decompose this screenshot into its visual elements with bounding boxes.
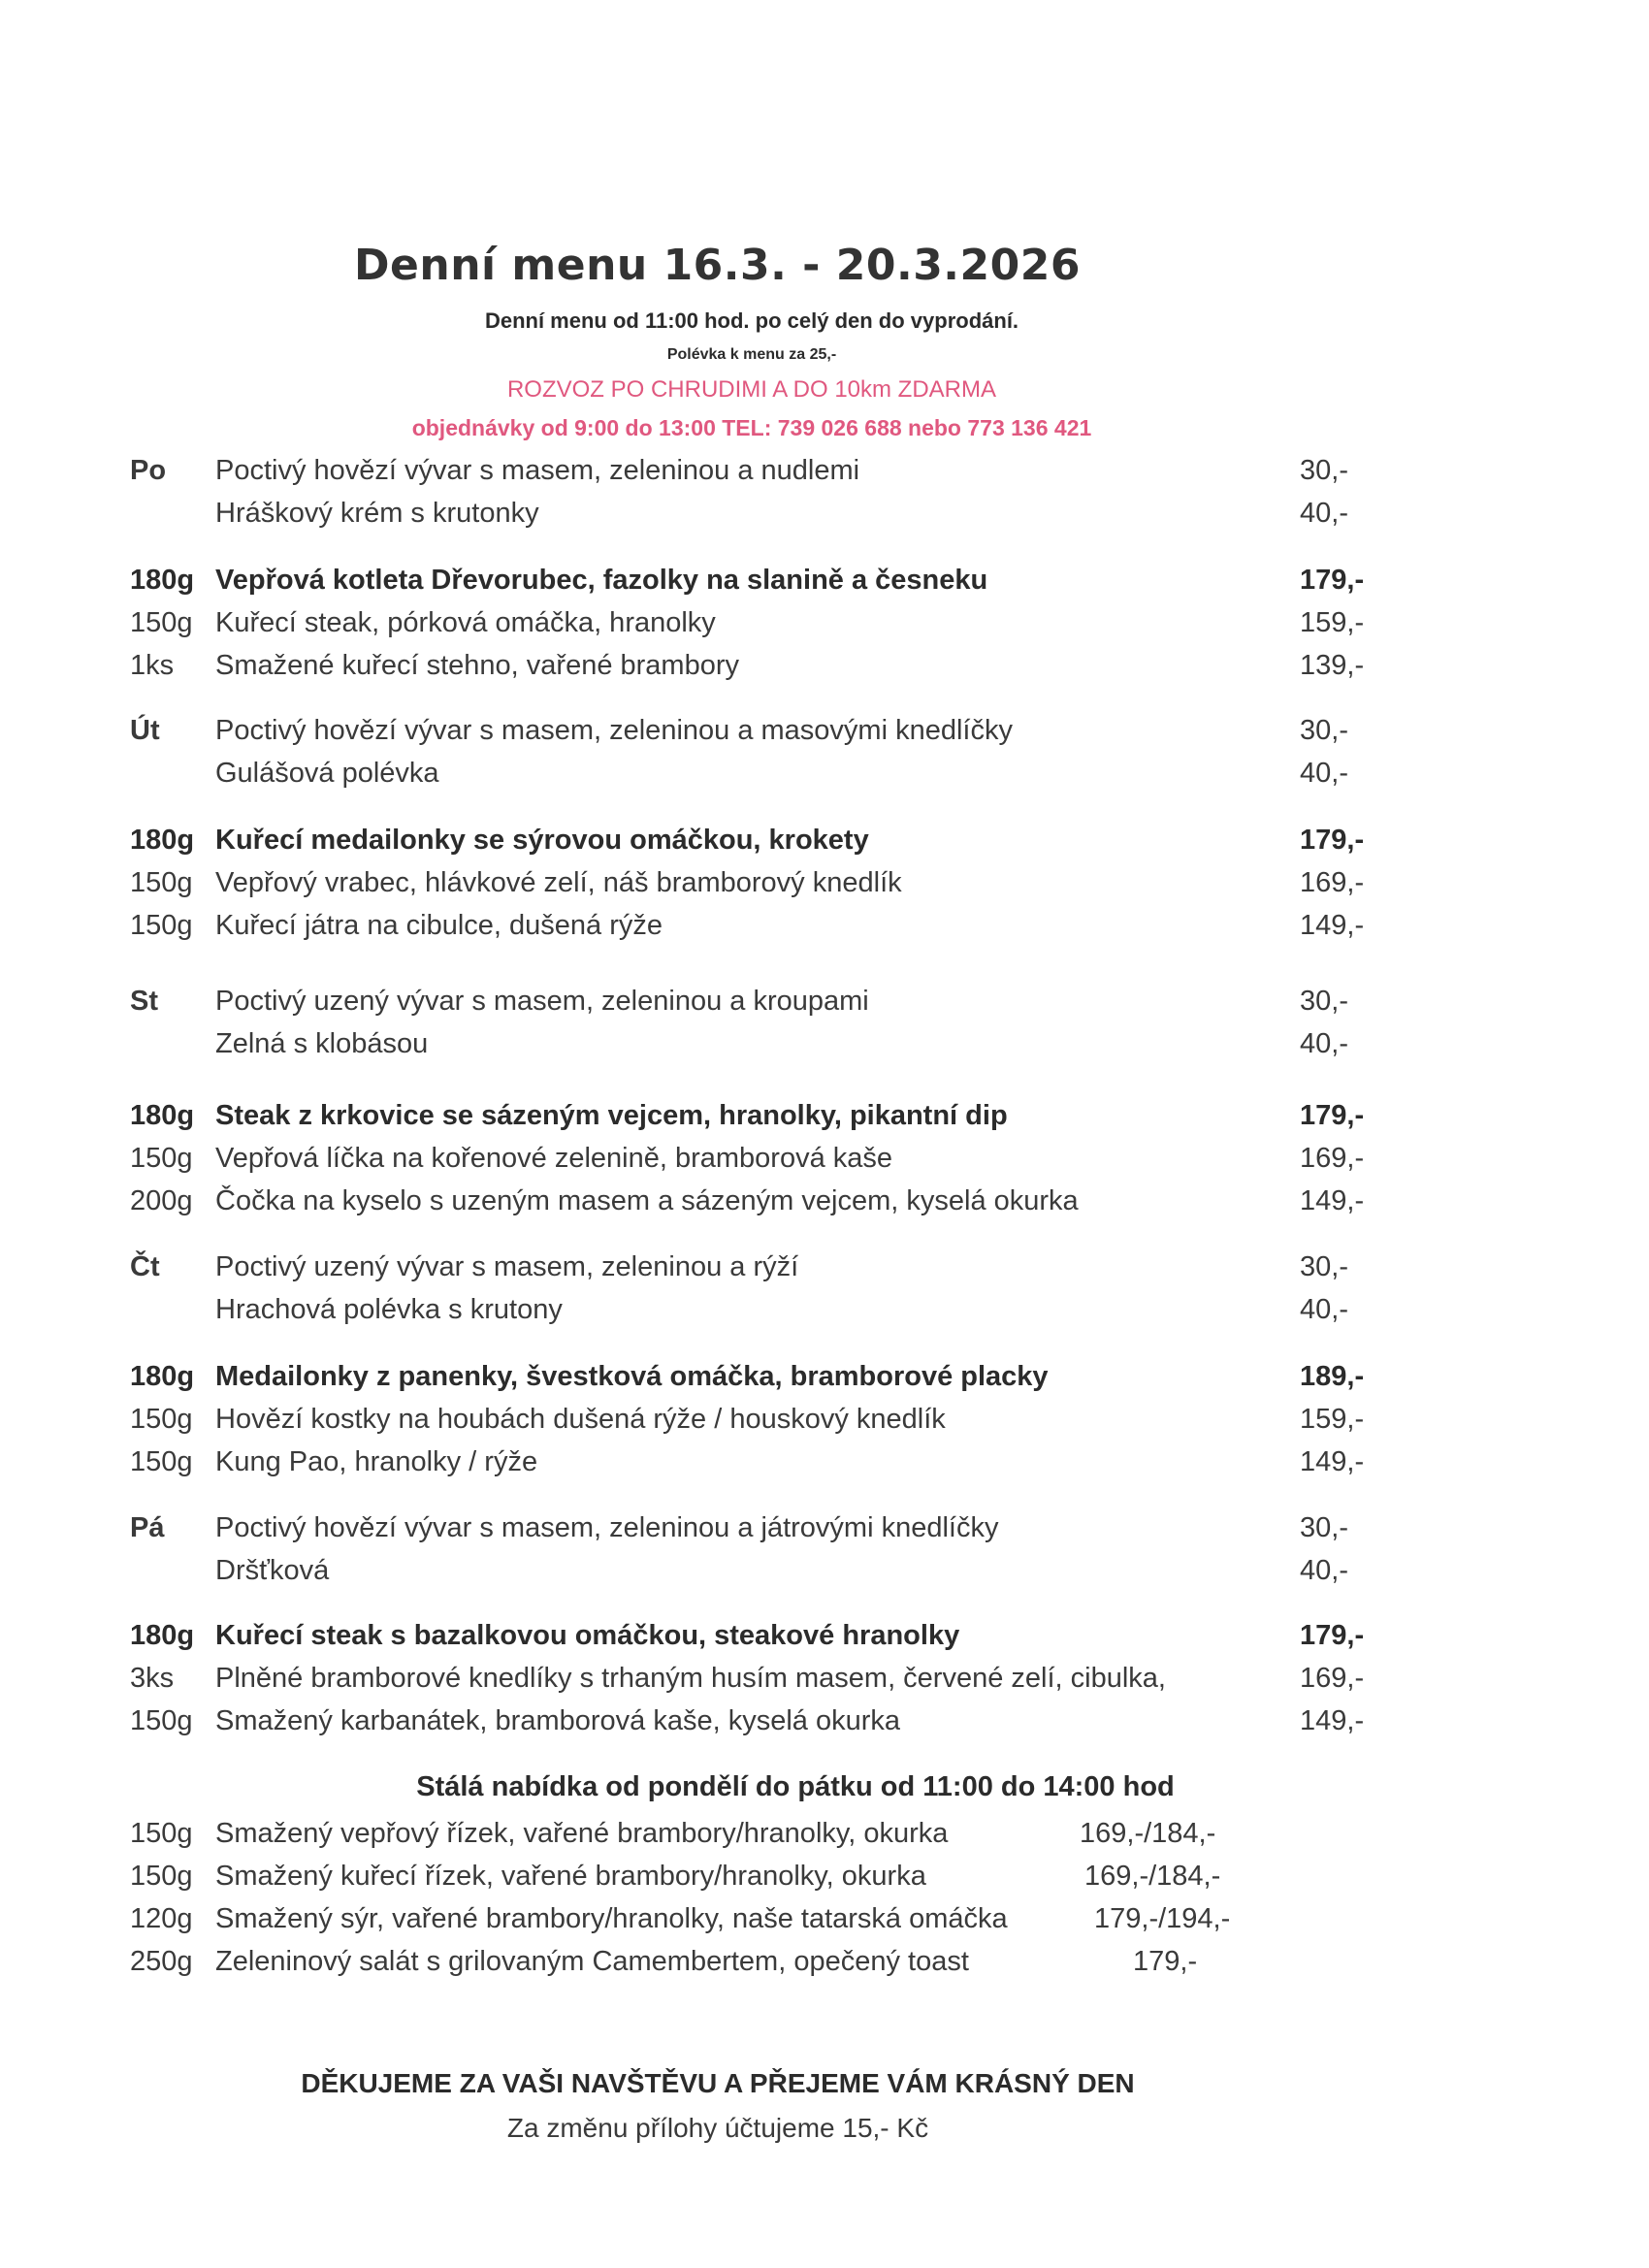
main-row (0, 1442, 1649, 1481)
soup-row (0, 1290, 1649, 1329)
dish-price: 149,- (1300, 1705, 1365, 1736)
page-title: Denní menu 16.3. - 20.3.2026 (354, 241, 1081, 290)
dish-price: 159,- (1300, 607, 1365, 638)
dish-price: 169,-/184,- (1084, 1861, 1221, 1892)
dish-weight: 180g (130, 565, 195, 596)
dish-name: Poctivý hovězí vývar s masem, zeleninou a masovými knedlíčky (215, 715, 1013, 746)
main-row (0, 1139, 1649, 1178)
dish-name: Čočka na kyselo s uzeným masem a sázeným vejcem, kyselá okurka (215, 1185, 1079, 1216)
soup-row (0, 451, 1649, 490)
dish-price: 139,- (1300, 650, 1365, 681)
dish-price: 40,- (1300, 758, 1348, 789)
dish-name: Poctivý uzený vývar s masem, zeleninou a kroupami (215, 986, 869, 1017)
day-label: Po (130, 455, 167, 486)
dish-weight: 150g (130, 1818, 193, 1849)
dish-price: 149,- (1300, 910, 1365, 941)
dish-weight: 180g (130, 1100, 195, 1131)
dish-weight: 150g (130, 910, 193, 941)
day-label: Čt (130, 1251, 160, 1282)
dish-price: 189,- (1300, 1361, 1365, 1392)
main-row (0, 1701, 1649, 1740)
dish-price: 179,- (1300, 1100, 1365, 1131)
soup-row (0, 1024, 1649, 1063)
main-row (0, 906, 1649, 945)
dish-price: 40,- (1300, 1294, 1348, 1325)
thanks-message: DĚKUJEME ZA VAŠI NAVŠTĚVU A PŘEJEME VÁM KRÁSNÝ DEN (301, 2068, 1135, 2098)
dish-name: Hrachová polévka s krutony (215, 1294, 563, 1325)
main-row (0, 821, 1649, 859)
dish-name: Poctivý hovězí vývar s masem, zeleninou a játrovými knedlíčky (215, 1512, 999, 1543)
dish-price: 30,- (1300, 986, 1348, 1017)
day-label: Út (130, 715, 160, 746)
dish-name: Vepřový vrabec, hlávkové zelí, náš bramborový knedlík (215, 867, 902, 898)
soup-row (0, 1247, 1649, 1286)
main-row (0, 646, 1649, 685)
main-row (0, 1400, 1649, 1439)
delivery-note: ROZVOZ PO CHRUDIMI A DO 10km ZDARMA (506, 376, 997, 403)
dish-price: 40,- (1300, 498, 1348, 529)
day-label: Pá (130, 1512, 165, 1543)
dish-name: Poctivý hovězí vývar s masem, zeleninou a nudlemi (215, 455, 860, 486)
dish-name: Smažený karbanátek, bramborová kaše, kyselá okurka (215, 1705, 901, 1736)
menu-hours: Denní menu od 11:00 hod. po celý den do vyprodání. (484, 308, 1019, 333)
dish-weight: 180g (130, 1620, 195, 1651)
dish-price: 179,- (1300, 1620, 1365, 1651)
dish-weight: 150g (130, 867, 193, 898)
dish-price: 30,- (1300, 715, 1348, 746)
dish-price: 179,-/194,- (1094, 1903, 1231, 1934)
soup-row (0, 982, 1649, 1021)
dish-weight: 150g (130, 1861, 193, 1892)
soup-row (0, 1551, 1649, 1590)
soup-row (0, 494, 1649, 533)
dish-name: Hráškový krém s krutonky (215, 498, 539, 529)
main-row (0, 863, 1649, 902)
dish-name: Kuřecí steak s bazalkovou omáčkou, steakové hranolky (215, 1620, 960, 1651)
dish-name: Plněné bramborové knedlíky s trhaným husím masem, červené zelí, cibulka, (215, 1663, 1166, 1694)
main-row (0, 1096, 1649, 1135)
dish-name: Kuřecí medailonky se sýrovou omáčkou, krokety (215, 825, 869, 856)
dish-price: 30,- (1300, 1512, 1348, 1543)
main-row (0, 1616, 1649, 1655)
dish-weight: 150g (130, 1705, 193, 1736)
day-label: St (130, 986, 158, 1017)
dish-price: 40,- (1300, 1555, 1348, 1586)
dish-name: Smažený sýr, vařené brambory/hranolky, naše tatarská omáčka (215, 1903, 1008, 1934)
dish-name: Smažený vepřový řízek, vařené brambory/hranolky, okurka (215, 1818, 949, 1849)
dish-price: 179,- (1300, 565, 1365, 596)
standing-offer-title: Stálá nabídka od pondělí do pátku od 11:00 do 14:00 hod (416, 1771, 1175, 1802)
dish-price: 179,- (1300, 825, 1365, 856)
dish-name: Smažený kuřecí řízek, vařené brambory/hranolky, okurka (215, 1861, 926, 1892)
dish-name: Gulášová polévka (215, 758, 439, 789)
dish-name: Kung Pao, hranolky / rýže (215, 1446, 538, 1477)
dish-name: Steak z krkovice se sázeným vejcem, hranolky, pikantní dip (215, 1100, 1008, 1131)
dish-weight: 3ks (130, 1663, 175, 1694)
dish-name: Zelná s klobásou (215, 1028, 429, 1059)
dish-name: Vepřová kotleta Dřevorubec, fazolky na slanině a česneku (215, 565, 988, 596)
dish-name: Poctivý uzený vývar s masem, zeleninou a rýží (215, 1251, 799, 1282)
dish-weight: 150g (130, 1446, 193, 1477)
side-change-note: Za změnu přílohy účtujeme 15,- Kč (506, 2113, 929, 2143)
dish-price: 30,- (1300, 455, 1348, 486)
soup-row (0, 754, 1649, 793)
dish-price: 149,- (1300, 1185, 1365, 1216)
main-row (0, 561, 1649, 599)
order-contact: objednávky od 9:00 do 13:00 TEL: 739 026 688 nebo 773 136 421 (411, 415, 1092, 440)
dish-price: 149,- (1300, 1446, 1365, 1477)
main-row (0, 1182, 1649, 1220)
main-row (0, 1659, 1649, 1698)
dish-weight: 120g (130, 1903, 193, 1934)
dish-price: 169,- (1300, 1663, 1365, 1694)
main-row (0, 603, 1649, 642)
dish-name: Medailonky z panenky, švestková omáčka, bramborové placky (215, 1361, 1049, 1392)
soup-row (0, 711, 1649, 750)
dish-name: Kuřecí steak, pórková omáčka, hranolky (215, 607, 716, 638)
dish-price: 169,-/184,- (1080, 1818, 1216, 1849)
dish-weight: 180g (130, 825, 195, 856)
dish-price: 159,- (1300, 1404, 1365, 1435)
dish-weight: 200g (130, 1185, 193, 1216)
dish-weight: 150g (130, 1143, 193, 1174)
dish-price: 40,- (1300, 1028, 1348, 1059)
main-row (0, 1357, 1649, 1396)
dish-price: 30,- (1300, 1251, 1348, 1282)
dish-name: Smažené kuřecí stehno, vařené brambory (215, 650, 739, 681)
dish-weight: 150g (130, 607, 193, 638)
dish-name: Vepřová líčka na kořenové zelenině, bramborová kaše (215, 1143, 893, 1174)
soup-note: Polévka k menu za 25,- (666, 346, 837, 363)
dish-name: Hovězí kostky na houbách dušená rýže / houskový knedlík (215, 1404, 946, 1435)
dish-weight: 250g (130, 1946, 193, 1977)
dish-name: Dršťková (215, 1555, 330, 1586)
dish-name: Zeleninový salát s grilovaným Camembertem, opečený toast (215, 1946, 969, 1977)
dish-name: Kuřecí játra na cibulce, dušená rýže (215, 910, 663, 941)
dish-price: 169,- (1300, 1143, 1365, 1174)
dish-weight: 180g (130, 1361, 195, 1392)
soup-row (0, 1508, 1649, 1547)
dish-price: 169,- (1300, 867, 1365, 898)
dish-weight: 150g (130, 1404, 193, 1435)
dish-price: 179,- (1133, 1946, 1198, 1977)
dish-weight: 1ks (130, 650, 175, 681)
